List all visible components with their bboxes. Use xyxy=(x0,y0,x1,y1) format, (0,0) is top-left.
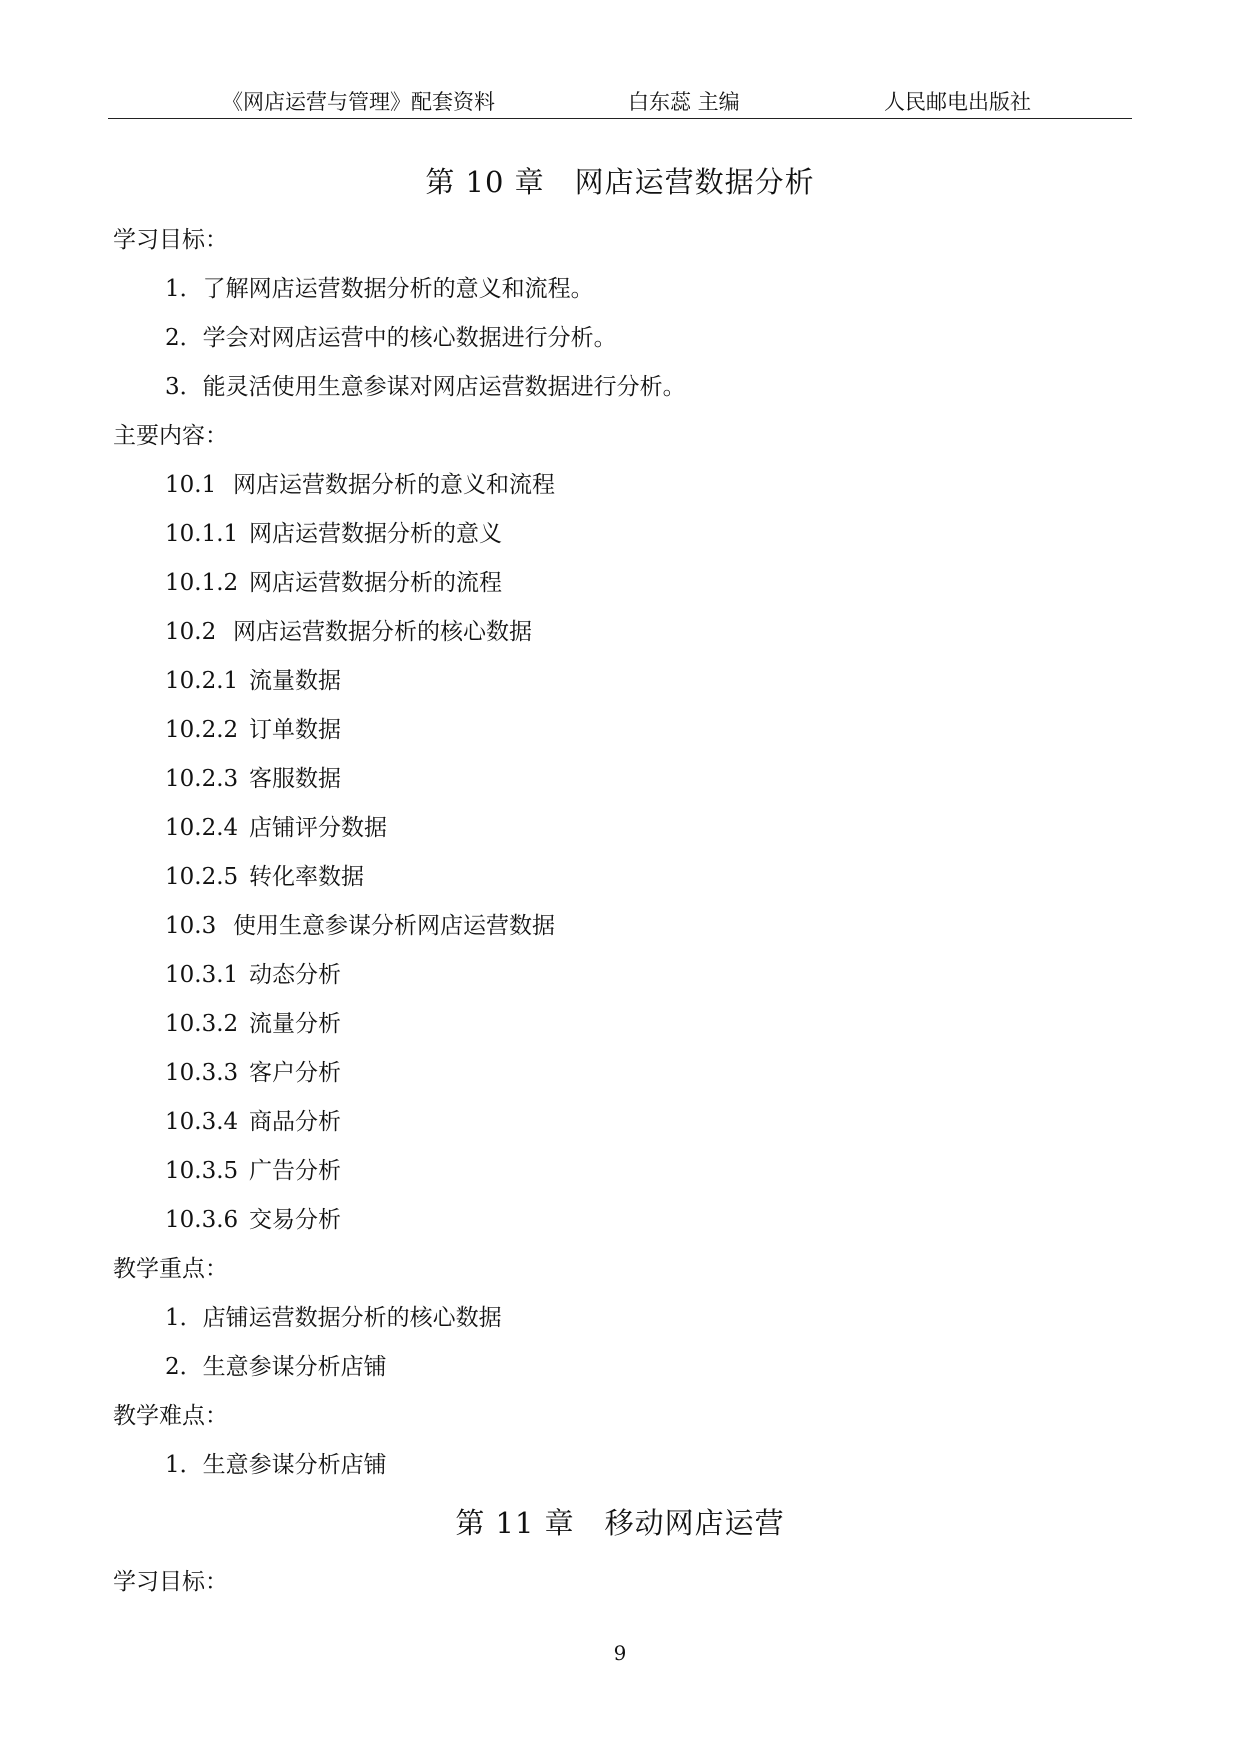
objective-item: 3．能灵活使用生意参谋对网店运营数据进行分析。 xyxy=(165,374,686,400)
toc-number: 10.3.5 xyxy=(165,1158,239,1184)
toc-subsection xyxy=(165,665,341,697)
key-point-item: 2．生意参谋分析店铺 xyxy=(165,1354,387,1380)
toc-number: 10.1 xyxy=(165,472,217,498)
header-publisher: 人民邮电出版社 xyxy=(884,90,1031,114)
toc-number: 10.3.2 xyxy=(165,1011,239,1037)
toc-subsection xyxy=(165,1155,341,1187)
objectives-heading: 学习目标： xyxy=(113,227,228,253)
toc-number: 10.2 xyxy=(165,619,217,645)
header-book-title: 《网店运营与管理》配套资料 xyxy=(222,90,495,114)
toc-subsection xyxy=(165,861,364,893)
toc-number: 10.2.1 xyxy=(165,668,239,694)
chapter-10-name: 网店运营数据分析 xyxy=(574,165,815,199)
toc-subsection xyxy=(165,1008,341,1040)
toc-number: 10.3.6 xyxy=(165,1207,239,1233)
objective-item: 1．了解网店运营数据分析的意义和流程。 xyxy=(165,276,594,302)
toc-number: 10.3 xyxy=(165,913,217,939)
chapter-11-number: 第 11 章 xyxy=(455,1506,575,1540)
toc-number: 10.3.4 xyxy=(165,1109,239,1135)
header-rule xyxy=(108,118,1132,119)
title-gap xyxy=(575,1506,605,1540)
toc-number: 10.1.1 xyxy=(165,521,239,547)
objective-item: 2．学会对网店运营中的核心数据进行分析。 xyxy=(165,325,617,351)
toc-text: 使用生意参谋分析网店运营数据 xyxy=(233,913,555,939)
chapter-11-title xyxy=(0,1504,1240,1542)
toc-number: 10.1.2 xyxy=(165,570,239,596)
toc-subsection xyxy=(165,518,502,550)
toc-text: 流量数据 xyxy=(249,668,341,694)
toc-number: 10.2.2 xyxy=(165,717,239,743)
toc-text: 客户分析 xyxy=(249,1060,341,1086)
toc-text: 广告分析 xyxy=(249,1158,341,1184)
toc-text: 网店运营数据分析的意义 xyxy=(249,521,502,547)
title-gap xyxy=(545,165,575,199)
chapter-11-objectives-heading: 学习目标： xyxy=(113,1569,228,1595)
toc-subsection xyxy=(165,1057,341,1089)
toc-subsection xyxy=(165,567,502,599)
difficulties-heading: 教学难点： xyxy=(113,1403,228,1429)
key-points-heading: 教学重点： xyxy=(113,1256,228,1282)
toc-text: 网店运营数据分析的核心数据 xyxy=(233,619,532,645)
toc-number: 10.3.1 xyxy=(165,962,239,988)
header-editor: 白东蕊 主编 xyxy=(628,90,740,114)
toc-subsection xyxy=(165,763,341,795)
toc-number: 10.2.4 xyxy=(165,815,239,841)
page-number: 9 xyxy=(613,1641,627,1665)
toc-text: 商品分析 xyxy=(249,1109,341,1135)
toc-number: 10.3.3 xyxy=(165,1060,239,1086)
toc-text: 网店运营数据分析的意义和流程 xyxy=(233,472,555,498)
toc-section xyxy=(165,469,555,501)
toc-subsection xyxy=(165,959,341,991)
toc-text: 交易分析 xyxy=(249,1207,341,1233)
chapter-10-title xyxy=(0,163,1240,201)
toc-text: 网店运营数据分析的流程 xyxy=(249,570,502,596)
content-heading: 主要内容： xyxy=(113,423,228,449)
toc-subsection xyxy=(165,812,387,844)
toc-number: 10.2.5 xyxy=(165,864,239,890)
toc-text: 动态分析 xyxy=(249,962,341,988)
toc-text: 客服数据 xyxy=(249,766,341,792)
toc-text: 订单数据 xyxy=(249,717,341,743)
toc-subsection xyxy=(165,714,341,746)
toc-section xyxy=(165,616,532,648)
difficulty-item: 1．生意参谋分析店铺 xyxy=(165,1452,387,1478)
key-point-item: 1．店铺运营数据分析的核心数据 xyxy=(165,1305,502,1331)
toc-text: 流量分析 xyxy=(249,1011,341,1037)
toc-text: 店铺评分数据 xyxy=(249,815,387,841)
chapter-11-name: 移动网店运营 xyxy=(604,1506,785,1540)
toc-subsection xyxy=(165,1106,341,1138)
toc-section xyxy=(165,910,555,942)
chapter-10-number: 第 10 章 xyxy=(425,165,545,199)
toc-subsection xyxy=(165,1204,341,1236)
toc-text: 转化率数据 xyxy=(249,864,364,890)
toc-number: 10.2.3 xyxy=(165,766,239,792)
